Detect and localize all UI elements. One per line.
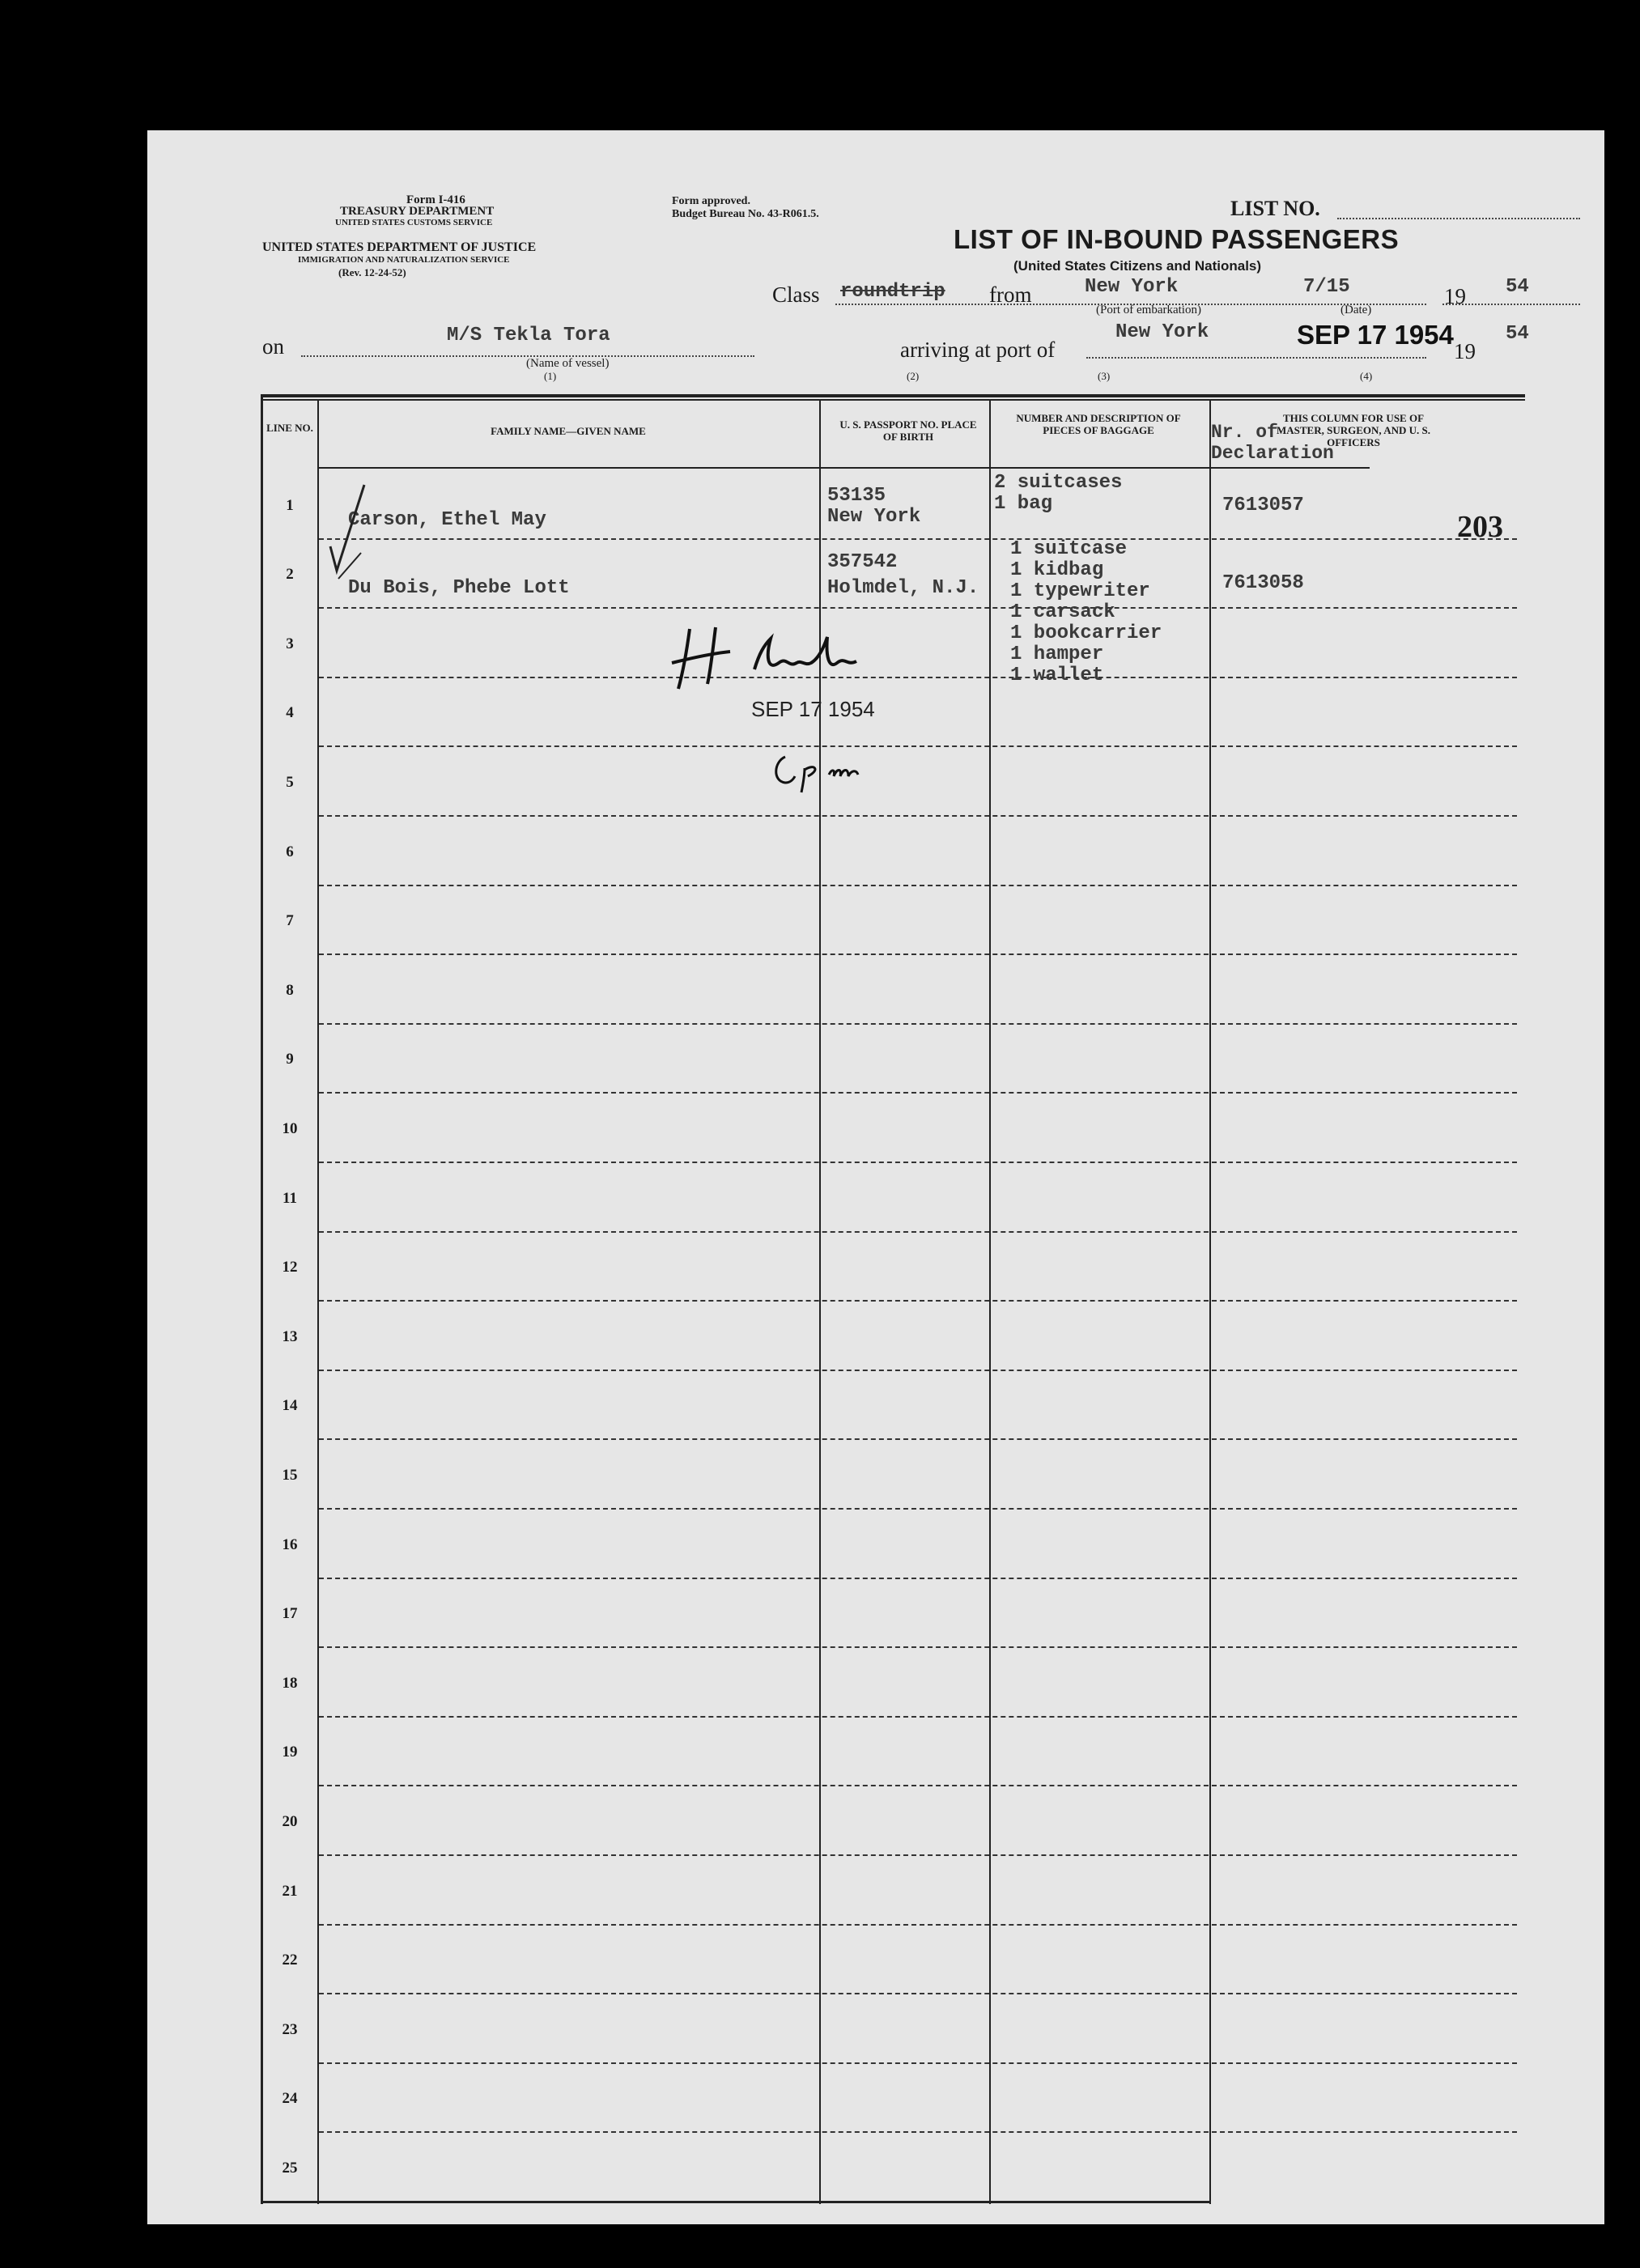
justice-dept: UNITED STATES DEPARTMENT OF JUSTICE <box>262 240 537 254</box>
row-divider <box>319 953 1517 955</box>
line-number: 16 <box>282 1535 298 1553</box>
passenger-list-page <box>147 130 1604 2224</box>
year-prefix-1: 19 <box>1444 284 1466 308</box>
line-number: 19 <box>282 1743 298 1761</box>
header-baggage: NUMBER AND DESCRIPTION OF PIECES OF BAGGAGE <box>1016 412 1181 436</box>
entry-1-declaration: 7613057 <box>1222 495 1304 516</box>
initials-mark <box>769 745 874 794</box>
passenger-table <box>261 394 1525 2204</box>
form-subtitle: (United States Citizens and Nationals) <box>1013 258 1262 274</box>
row-divider <box>319 1785 1517 1786</box>
line-number: 20 <box>282 1812 298 1830</box>
line-number: 23 <box>282 2020 298 2038</box>
arriving-underline <box>1086 357 1426 359</box>
vessel-caption: (Name of vessel) <box>526 357 610 370</box>
table-top-border <box>261 394 1525 397</box>
table-top-border-2 <box>261 399 1525 401</box>
entry-1-passport: 53135 <box>827 485 886 507</box>
row-divider <box>319 607 1517 609</box>
signature-mark <box>665 621 933 694</box>
entry-2-baggage-7: 1 wallet <box>1010 665 1104 686</box>
line-number: 9 <box>286 1051 294 1068</box>
date-caption: (Date) <box>1340 304 1372 316</box>
entry-2-baggage-6: 1 hamper <box>1010 643 1104 665</box>
header-passport: U. S. PASSPORT NO. PLACE OF BIRTH <box>839 418 977 443</box>
line-number: 14 <box>282 1397 298 1415</box>
form-number: Form I-416 <box>406 193 465 206</box>
entry-2-passport: 357542 <box>827 551 898 573</box>
line-number: 3 <box>286 635 294 652</box>
entry-2-baggage-1: 1 suitcase <box>1010 538 1128 560</box>
entry-2-baggage-3: 1 typewriter <box>1010 580 1150 602</box>
line-number: 10 <box>282 1119 298 1137</box>
vessel-col-num: (1) <box>544 370 557 382</box>
entry-2-baggage-4: 1 carsack <box>1010 601 1115 623</box>
line-number: 22 <box>282 1952 298 1969</box>
check-mark-icon <box>325 475 374 580</box>
line-number: 25 <box>282 2159 298 2177</box>
entry-2-birthplace: Holmdel, N.J. <box>827 577 979 599</box>
col-divider-line <box>317 401 319 2204</box>
col3-num: (3) <box>1098 370 1111 382</box>
row-divider <box>319 1716 1517 1718</box>
list-no-label: LIST NO. <box>1230 197 1320 220</box>
entry-2-declaration: 7613058 <box>1222 572 1304 594</box>
row-divider <box>319 1578 1517 1579</box>
line-number: 11 <box>283 1189 297 1207</box>
on-label: on <box>262 334 284 359</box>
entry-1-birthplace: New York <box>827 506 921 528</box>
header-officers: THIS COLUMN FOR USE OF MASTER, SURGEON, AND U. S. OFFICERS <box>1277 412 1430 448</box>
entry-2-baggage-5: 1 bookcarrier <box>1010 622 1162 644</box>
class-value: roundtrip <box>840 281 945 303</box>
entry-1-baggage-2: 1 bag <box>994 493 1053 515</box>
line-number: 6 <box>286 843 294 860</box>
row-divider <box>319 1092 1517 1094</box>
table-left-border <box>261 394 263 2204</box>
line-number: 15 <box>282 1466 298 1484</box>
row-divider <box>319 1162 1517 1163</box>
line-number: 7 <box>286 912 294 930</box>
row-divider <box>319 885 1517 886</box>
port-embarkation-caption: (Port of embarkation) <box>1096 304 1201 316</box>
from-value: New York <box>1085 276 1179 298</box>
row-divider <box>319 1924 1517 1926</box>
form-approved: Form approved. <box>672 195 750 207</box>
entry-1-name: Carson, Ethel May <box>348 509 546 531</box>
line-number: 18 <box>282 1674 298 1692</box>
arriving-label: arriving at port of <box>900 338 1056 362</box>
row-divider <box>319 1370 1517 1371</box>
entry-2-baggage-2: 1 kidbag <box>1010 559 1104 581</box>
line-number: 2 <box>286 566 294 584</box>
row-divider <box>319 745 1517 747</box>
line-number: 13 <box>282 1327 298 1345</box>
line-number: 1 <box>286 496 294 514</box>
date-value: 7/15 <box>1303 276 1350 298</box>
header-name: FAMILY NAME—GIVEN NAME <box>491 425 646 437</box>
line-number: 24 <box>282 2090 298 2108</box>
vessel-value: M/S Tekla Tora <box>447 325 610 346</box>
budget-bureau: Budget Bureau No. 43-R061.5. <box>672 208 819 220</box>
row-divider <box>319 2062 1517 2064</box>
col2-num: (2) <box>907 370 920 382</box>
page-mark: 203 <box>1457 510 1503 544</box>
header-bottom <box>317 467 1370 469</box>
received-stamp: SEP 17 1954 <box>751 697 875 721</box>
line-number: 8 <box>286 981 294 999</box>
revision-date: (Rev. 12-24-52) <box>338 266 406 278</box>
row-divider <box>319 815 1517 817</box>
row-divider <box>319 1854 1517 1856</box>
line-number: 21 <box>282 1882 298 1900</box>
line-number: 4 <box>286 704 294 722</box>
col-divider-passport <box>989 401 991 2204</box>
from-label: from <box>989 282 1032 307</box>
row-divider <box>319 2131 1517 2133</box>
line-number: 5 <box>286 773 294 791</box>
row-divider <box>319 1646 1517 1648</box>
entry-2-name: Du Bois, Phebe Lott <box>348 577 570 599</box>
row-divider <box>319 1300 1517 1302</box>
header-nr-declaration: Nr. of Declaration <box>1211 422 1334 464</box>
row-divider <box>319 1993 1517 1994</box>
line-number: 17 <box>282 1605 298 1623</box>
row-divider <box>319 1438 1517 1440</box>
form-title: LIST OF IN-BOUND PASSENGERS <box>954 224 1400 254</box>
year-prefix-2: 19 <box>1454 339 1476 363</box>
year-value-1: 54 <box>1506 276 1529 298</box>
ins-service: IMMIGRATION AND NATURALIZATION SERVICE <box>298 255 510 265</box>
row-divider <box>319 1023 1517 1025</box>
row-divider <box>319 1508 1517 1510</box>
line-number: 12 <box>282 1259 298 1276</box>
arriving-value: New York <box>1115 321 1209 343</box>
row-divider <box>319 1231 1517 1233</box>
treasury-dept: TREASURY DEPARTMENT <box>340 205 495 218</box>
col4-num: (4) <box>1360 370 1373 382</box>
entry-1-baggage-1: 2 suitcases <box>994 472 1123 494</box>
table-bottom-border <box>261 2201 1209 2203</box>
list-no-underline <box>1337 218 1580 219</box>
row-divider <box>319 538 1517 540</box>
col-divider-baggage <box>1209 401 1211 2204</box>
class-label: Class <box>772 282 820 307</box>
arrival-date-stamp: SEP 17 1954 <box>1297 320 1454 350</box>
year-value-2: 54 <box>1506 323 1529 345</box>
customs-service: UNITED STATES CUSTOMS SERVICE <box>335 218 493 227</box>
header-line-no: LINE NO. <box>266 422 313 434</box>
